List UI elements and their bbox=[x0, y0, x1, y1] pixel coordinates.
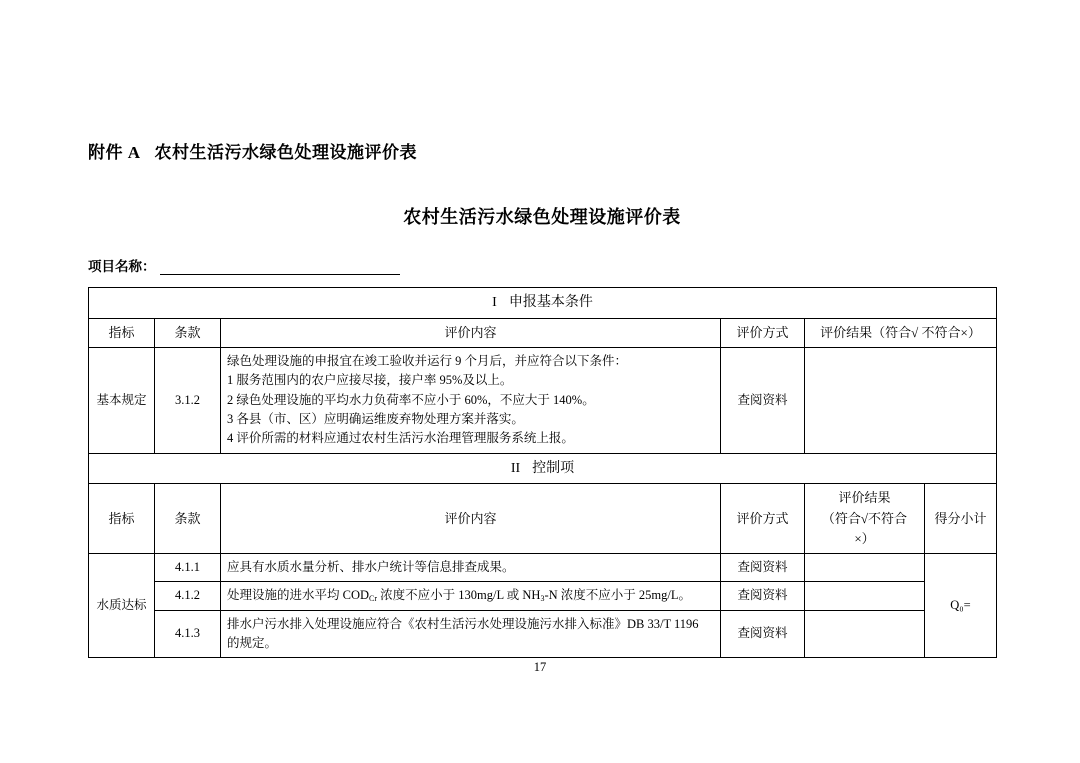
th2-content: 评价内容 bbox=[221, 484, 721, 553]
content-line-0: 绿色处理设施的申报宜在竣工验收并运行 9 个月后，并应符合以下条件： bbox=[227, 353, 628, 368]
page-content bbox=[88, 138, 996, 658]
th-clause: 条款 bbox=[155, 318, 221, 347]
page-number: 17 bbox=[533, 660, 547, 674]
th2-result bbox=[805, 484, 925, 553]
content-line-3: 3 各县（市、区）应明确运维废弃物处理方案并落实。 bbox=[227, 411, 524, 426]
cell-content bbox=[221, 347, 721, 453]
section-1-numeral: I bbox=[492, 295, 497, 310]
th2-result-line3: ×） bbox=[854, 530, 875, 546]
cell-clause: 4.1.1 bbox=[155, 553, 221, 581]
content-line-4: 4 评价所需的材料应通过农村生活污水治理管理服务系统上报。 bbox=[227, 431, 574, 446]
table1-header-row bbox=[89, 318, 997, 347]
content-line-1: 1 服务范围内的农户应接尽接，接户率 95%及以上。 bbox=[227, 373, 513, 388]
table-row bbox=[89, 582, 997, 610]
cell-indicator-group: 水质达标 bbox=[89, 553, 155, 658]
th-indicator: 指标 bbox=[89, 318, 155, 347]
cell-content: 排水户污水排入处理设施应符合《农村生活污水处理设施污水排入标准》DB 33/T 1196 的规定。 bbox=[221, 610, 721, 658]
section-header-row-1 bbox=[89, 288, 997, 319]
cell-method: 查阅资料 bbox=[721, 347, 805, 453]
th-result: 评价结果（符合√ 不符合×） bbox=[805, 318, 997, 347]
th-method: 评价方式 bbox=[721, 318, 805, 347]
document-title: 农村生活污水绿色处理设施评价表 bbox=[403, 207, 681, 227]
control-items-table bbox=[88, 483, 997, 658]
table-row bbox=[89, 610, 997, 658]
th2-method: 评价方式 bbox=[721, 484, 805, 553]
section-1-name: 申报基本条件 bbox=[508, 295, 593, 310]
section-2-name: 控制项 bbox=[532, 460, 575, 476]
table-row bbox=[89, 553, 997, 581]
project-name-label: 项目名称： bbox=[88, 259, 156, 274]
appendix-label: 附件 A bbox=[88, 143, 141, 162]
table-row bbox=[89, 347, 997, 453]
cell-result[interactable] bbox=[805, 347, 997, 453]
cell-content: 处理设施的进水平均 $COD_{Cr}$ 浓度不应小于 130mg/L 或 $NH_3-N$ 浓度不应小于 25mg/L。 bbox=[221, 582, 721, 610]
appendix-title-text: 农村生活污水绿色处理设施评价表 bbox=[154, 143, 418, 162]
cell-result[interactable] bbox=[805, 582, 925, 610]
cell-method: 查阅资料 bbox=[721, 553, 805, 581]
section-2-numeral: II bbox=[510, 460, 521, 476]
project-name-blank[interactable] bbox=[160, 261, 400, 275]
cell-method: 查阅资料 bbox=[721, 610, 805, 658]
cell-method: 查阅资料 bbox=[721, 582, 805, 610]
cell-result[interactable] bbox=[805, 553, 925, 581]
project-name-field bbox=[88, 255, 996, 275]
th-content: 评价内容 bbox=[221, 318, 721, 347]
th2-indicator: 指标 bbox=[89, 484, 155, 553]
cell-content: 应具有水质水量分析、排水户统计等信息排查成果。 bbox=[221, 553, 721, 581]
section-header-row-2 bbox=[89, 453, 997, 484]
th2-score: 得分小计 bbox=[925, 484, 997, 553]
content-line-2: 2 绿色处理设施的平均水力负荷率不应小于 60%，不应大于 140%。 bbox=[227, 392, 595, 407]
cell-indicator: 基本规定 bbox=[89, 347, 155, 453]
evaluation-table bbox=[88, 287, 997, 484]
table2-header-row bbox=[89, 484, 997, 553]
appendix-heading bbox=[88, 138, 996, 163]
th2-clause: 条款 bbox=[155, 484, 221, 553]
cell-clause: 4.1.3 bbox=[155, 610, 221, 658]
cell-score[interactable]: Q₀= bbox=[925, 553, 997, 658]
cell-result[interactable] bbox=[805, 610, 925, 658]
cell-clause: 4.1.2 bbox=[155, 582, 221, 610]
th2-result-line2: （符合√不符合 bbox=[821, 510, 908, 526]
th2-result-line1: 评价结果 bbox=[838, 490, 891, 506]
cell-clause: 3.1.2 bbox=[155, 347, 221, 453]
